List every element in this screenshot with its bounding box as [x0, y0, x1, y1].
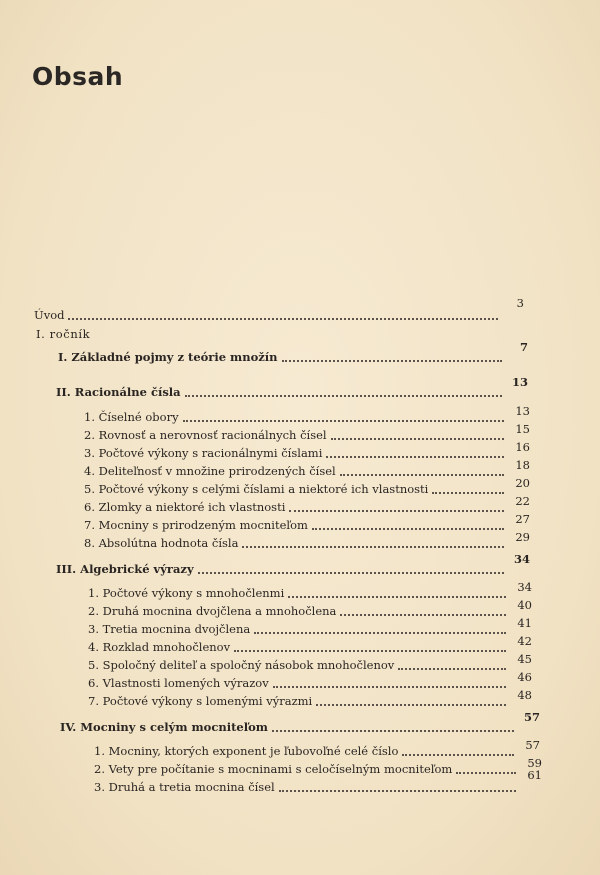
toc-entry — [88, 670, 532, 690]
dot-leader — [340, 613, 506, 616]
toc-entry-label: 3. Druhá a tretia mocnina čísel — [94, 780, 275, 794]
dot-leader — [326, 455, 504, 458]
toc-entry-page: 16 — [515, 440, 530, 454]
toc-entry — [84, 530, 530, 550]
toc-entry-label: I. Základné pojmy z teórie množín — [58, 350, 278, 364]
toc-entry-page: 7 — [519, 340, 528, 354]
dot-leader — [198, 571, 504, 574]
toc-entry — [88, 688, 532, 708]
toc-entry-label: 8. Absolútna hodnota čísla — [84, 536, 239, 550]
toc-entry-page: 61 — [527, 768, 542, 782]
toc-entry-label: 5. Spoločný deliteľ a spoločný násobok mnohočlenov — [88, 658, 395, 672]
dot-leader — [272, 729, 514, 732]
toc-entry — [84, 422, 530, 442]
toc-entry-page: 34 — [517, 580, 532, 594]
toc-entry-label: 6. Vlastnosti lomených výrazov — [88, 676, 269, 690]
toc-entry-page: 3 — [516, 296, 524, 310]
toc-entry-label: 7. Počtové výkony s lomenými výrazmi — [88, 694, 313, 708]
toc-entry-page: 29 — [515, 530, 530, 544]
toc-entry — [84, 440, 530, 460]
toc-entry-label: 1. Mocniny, ktorých exponent je ľubovoľné celé číslo — [94, 744, 399, 758]
toc-entry — [84, 458, 530, 478]
toc-entry — [84, 476, 530, 496]
toc-entry-label: IV. Mocniny s celým mocniteľom — [60, 720, 268, 734]
toc-entry-label: 2. Druhá mocnina dvojčlena a mnohočlena — [88, 604, 337, 618]
dot-leader — [398, 667, 506, 670]
toc-entry-label: 2. Rovnosť a nerovnosť racionálnych čísel — [84, 428, 327, 442]
toc-entry-page: 59 — [527, 756, 542, 770]
toc-entry-page: 15 — [515, 422, 530, 436]
toc-chapter — [56, 375, 528, 399]
toc-entry — [34, 296, 524, 322]
toc-entry — [84, 404, 530, 424]
toc-entry-label: 1. Počtové výkony s mnohočlenmi — [88, 586, 285, 600]
toc-entry-page: 57 — [525, 738, 540, 752]
toc-entry — [88, 616, 532, 636]
dot-leader — [185, 394, 502, 397]
toc-entry-page: 57 — [523, 710, 540, 724]
page-title: Obsah — [32, 62, 124, 91]
toc-entry-label: I. ročník — [36, 327, 91, 341]
toc-entry-label: 3. Tretia mocnina dvojčlena — [88, 622, 251, 636]
toc-entry — [88, 580, 532, 600]
dot-leader — [331, 437, 504, 440]
toc-entry — [84, 512, 530, 532]
toc-chapter — [58, 340, 528, 364]
toc-entry-page: 18 — [515, 458, 530, 472]
dot-leader — [242, 545, 504, 548]
toc-entry-page: 13 — [515, 404, 530, 418]
toc-entry-label: Úvod — [34, 308, 65, 322]
toc-entry — [94, 756, 542, 776]
toc-entry-page: 34 — [513, 552, 530, 566]
dot-leader — [402, 753, 514, 756]
toc-entry-page: 41 — [517, 616, 532, 630]
dot-leader — [340, 473, 504, 476]
dot-leader — [316, 703, 506, 706]
toc-entry-page: 48 — [517, 688, 532, 702]
dot-leader — [279, 789, 516, 792]
dot-leader — [289, 509, 504, 512]
dot-leader — [273, 685, 506, 688]
toc-entry — [88, 634, 532, 654]
toc-entry-page: 22 — [515, 494, 530, 508]
toc-entry-label: 6. Zlomky a niektoré ich vlastnosti — [84, 500, 286, 514]
toc-entry-label: 4. Rozklad mnohočlenov — [88, 640, 231, 654]
dot-leader — [312, 527, 504, 530]
toc-entry-label: 3. Počtové výkony s racionálnymi číslami — [84, 446, 323, 460]
toc-entry-label: 4. Deliteľnosť v množine prirodzených čísel — [84, 464, 336, 478]
toc-entry-page: 13 — [511, 375, 528, 389]
toc-entry-page: 46 — [517, 670, 532, 684]
dot-leader — [456, 771, 516, 774]
toc-entry-page: 40 — [517, 598, 532, 612]
dot-leader — [288, 595, 506, 598]
dot-leader — [68, 317, 498, 320]
toc-entry-label: 1. Číselné obory — [84, 410, 179, 424]
toc-entry-label: 2. Vety pre počítanie s mocninami s celočíselným mocniteľom — [94, 762, 453, 776]
dot-leader — [432, 491, 504, 494]
toc-entry-page: 20 — [515, 476, 530, 490]
toc-entry — [94, 738, 540, 758]
toc-entry — [84, 494, 530, 514]
toc-entry — [88, 598, 532, 618]
toc-entry — [88, 652, 532, 672]
toc-entry-label: 7. Mocniny s prirodzeným mocniteľom — [84, 518, 308, 532]
dot-leader — [254, 631, 506, 634]
toc-entry-page: 45 — [517, 652, 532, 666]
toc-section-heading — [36, 327, 236, 341]
toc-entry-label: II. Racionálne čísla — [56, 385, 181, 399]
toc-chapter — [56, 552, 530, 576]
toc-entry-label: 5. Počtové výkony s celými číslami a niektoré ich vlastnosti — [84, 482, 429, 496]
dot-leader — [234, 649, 506, 652]
dot-leader — [183, 419, 504, 422]
dot-leader — [282, 359, 502, 362]
toc-entry-label: III. Algebrické výrazy — [56, 562, 194, 576]
toc-entry-page: 27 — [515, 512, 530, 526]
toc-entry-page: 42 — [517, 634, 532, 648]
toc-chapter — [60, 710, 540, 734]
